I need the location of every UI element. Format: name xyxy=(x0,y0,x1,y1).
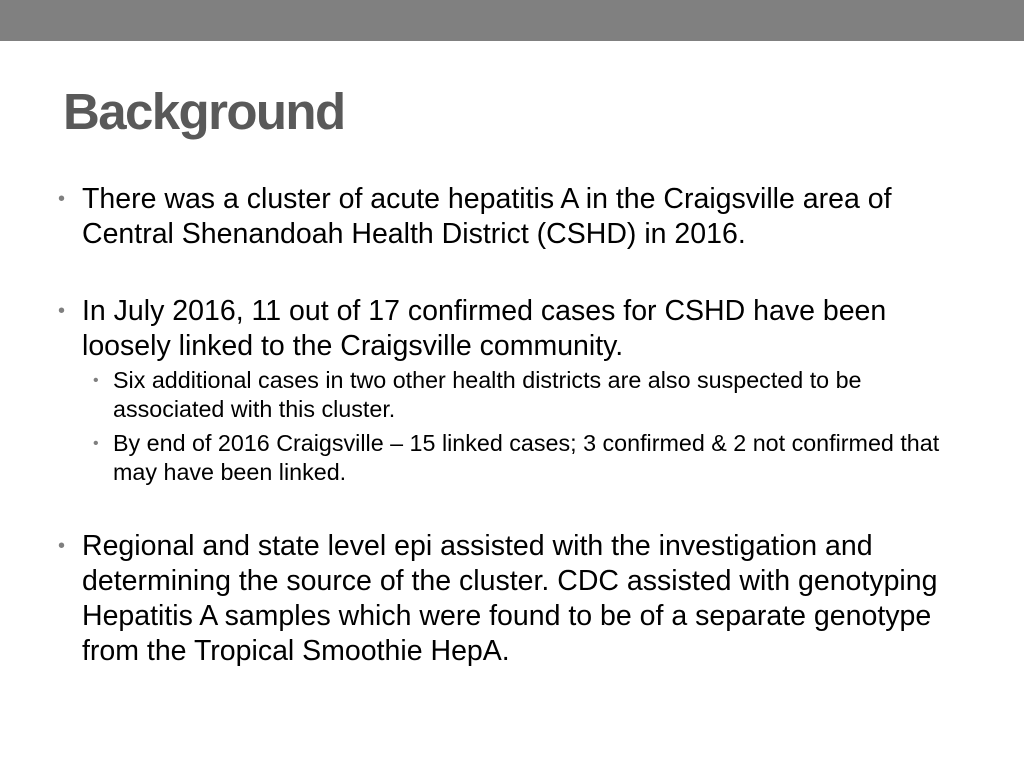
bullet-text: There was a cluster of acute hepatitis A in the Craigsville area of Central Shenandoah Health District (CSHD) in 2016. xyxy=(82,183,892,250)
sub-bullet-text: By end of 2016 Craigsville – 15 linked cases; 3 confirmed & 2 not confirmed that may have been linked. xyxy=(113,430,940,485)
bullet-item xyxy=(58,529,972,669)
bullet-dot-icon: • xyxy=(58,535,66,557)
bullet-text: In July 2016, 11 out of 17 confirmed cases for CSHD have been loosely linked to the Craigsville community. xyxy=(82,295,887,362)
bullet-dot-icon: • xyxy=(93,372,99,389)
bullet-item xyxy=(58,294,972,487)
sub-bullet-text: Six additional cases in two other health districts are also suspected to be associated with this cluster. xyxy=(113,367,862,422)
sub-bullet-item xyxy=(93,366,963,424)
bullet-dot-icon: • xyxy=(58,300,66,322)
sub-bullet-item xyxy=(93,429,963,487)
top-bar xyxy=(0,0,1024,41)
bullet-dot-icon: • xyxy=(93,435,99,452)
bullet-item xyxy=(58,182,972,252)
bullet-list xyxy=(58,182,972,669)
slide-title: Background xyxy=(63,83,345,140)
sub-bullet-list xyxy=(93,366,963,487)
bullet-text: Regional and state level epi assisted with the investigation and determining the source of the cluster. CDC assisted with genotyping Hepatitis A samples which were found to be of a separate genotype from the Tropical Smoothie HepA. xyxy=(82,530,938,667)
bullet-dot-icon: • xyxy=(58,188,66,210)
